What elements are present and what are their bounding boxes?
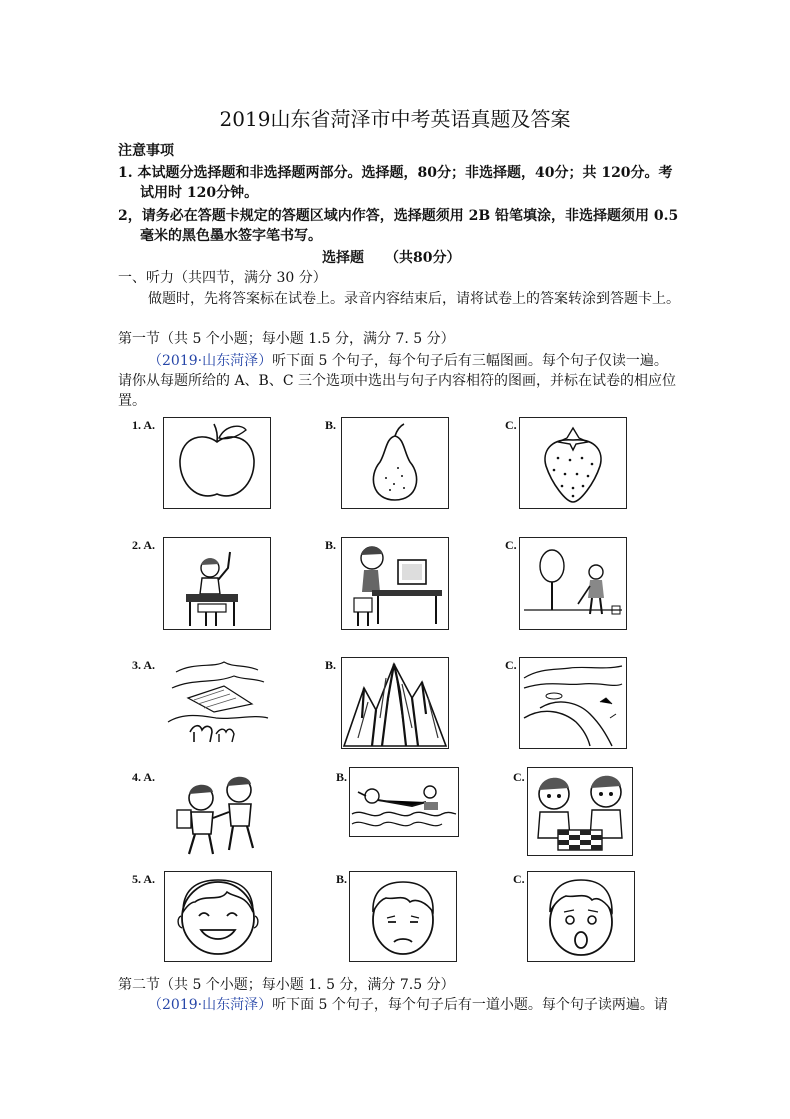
q2-label-c: C. xyxy=(505,538,517,552)
boy-by-tree-icon xyxy=(519,537,627,630)
sec2-heading: 第二节（共 5 个小题；每小题 1. 5 分，满分 7.5 分） xyxy=(118,977,455,993)
part1-instruction: 做题时，先将答案标在试卷上。录音内容结束后，请将试卷上的答案转涂到答题卡上。 xyxy=(148,291,680,307)
q4-label-b: B. xyxy=(336,770,348,784)
river-icon xyxy=(519,657,627,749)
q5-label-b: B. xyxy=(336,872,348,886)
page-title: 2019山东省菏泽市中考英语真题及答案 xyxy=(219,107,571,131)
strawberry-icon xyxy=(519,417,627,509)
q2-label-b: B. xyxy=(325,538,337,552)
sec1-heading: 第一节（共 5 个小题；每小题 1.5 分，满分 7. 5 分） xyxy=(118,331,455,347)
apple-icon xyxy=(163,417,271,509)
notes-heading: 注意事项 xyxy=(118,143,174,159)
desert-camels-icon xyxy=(163,657,271,749)
pear-icon xyxy=(341,417,449,509)
q2-label-a: 2. A. xyxy=(132,538,156,552)
sec2-source: （2019·山东菏泽） xyxy=(148,997,273,1013)
note-item-1-cont: 试用时 120分钟。 xyxy=(140,185,259,201)
q3-label-c: C. xyxy=(505,658,517,672)
q1-label-b: B. xyxy=(325,418,337,432)
boy-at-computer-icon xyxy=(341,537,449,630)
sec1-text-3: 置。 xyxy=(118,393,146,409)
sec2-text-1: 听下面 5 个句子，每个句子后有一道小题。每个句子读两遍。请 xyxy=(272,997,668,1013)
q5-label-c: C. xyxy=(513,872,525,886)
q4-label-c: C. xyxy=(513,770,525,784)
q4-label-a: 4. A. xyxy=(132,770,156,784)
q3-label-b: B. xyxy=(325,658,337,672)
kids-hiking-icon xyxy=(162,767,274,858)
sec1-text-1: 听下面 5 个句子，每个句子后有三幅图画。每个句子仅读一遍。 xyxy=(272,353,668,369)
q3-label-a: 3. A. xyxy=(132,658,156,672)
q1-label-c: C. xyxy=(505,418,517,432)
q1-label-a: 1. A. xyxy=(132,418,156,432)
sec1-text-2: 请你从每题所给的 A、B、C 三个选项中选出与句子内容相符的图画，并标在试卷的相应位 xyxy=(118,373,677,389)
part1-heading: 一、听力（共四节，满分 30 分） xyxy=(118,270,327,286)
note-item-2-cont: 毫米的黑色墨水签字笔书写。 xyxy=(140,228,322,244)
section-heading: 选择题 （共80分） xyxy=(322,250,461,266)
sec1-text xyxy=(148,350,668,370)
surprised-face-icon xyxy=(527,871,635,962)
happy-face-icon xyxy=(164,871,272,962)
sec1-source: （2019·山东菏泽） xyxy=(148,353,273,369)
kids-swimming-icon xyxy=(349,767,459,837)
note-item-2: 2，请务必在答题卡规定的答题区域内作答，选择题须用 2B 铅笔填涂，非选择题须用 0.5 xyxy=(118,208,679,224)
note-item-1: 1. 本试题分选择题和非选择题两部分。选择题，80分；非选择题，40分；共 120分。考 xyxy=(118,165,673,181)
mountains-icon xyxy=(341,657,449,749)
boy-raising-hand-icon xyxy=(163,537,271,630)
kids-chess-icon xyxy=(527,767,633,856)
sec2-text xyxy=(148,994,668,1014)
q5-label-a: 5. A. xyxy=(132,872,156,886)
sad-face-icon xyxy=(349,871,457,962)
